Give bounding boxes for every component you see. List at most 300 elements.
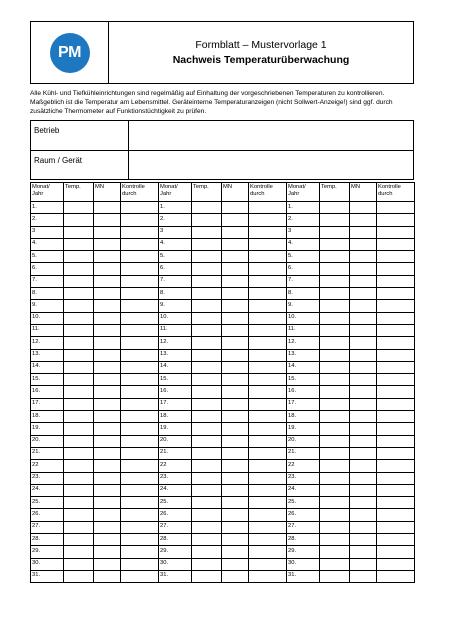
mn-cell[interactable] (94, 447, 121, 459)
controller-cell[interactable] (377, 460, 415, 472)
mn-cell[interactable] (350, 337, 377, 349)
temp-cell[interactable] (64, 251, 94, 263)
temp-cell[interactable] (192, 214, 222, 226)
controller-cell[interactable] (377, 411, 415, 423)
mn-cell[interactable] (350, 324, 377, 336)
mn-cell[interactable] (222, 435, 249, 447)
mn-cell[interactable] (94, 202, 121, 214)
temp-cell[interactable] (192, 263, 222, 275)
temp-cell[interactable] (320, 484, 350, 496)
day-cell: 13. (287, 349, 320, 361)
mn-cell[interactable] (94, 534, 121, 546)
table-row (31, 349, 415, 361)
controller-cell[interactable] (249, 386, 287, 398)
mn-cell[interactable] (222, 251, 249, 263)
controller-cell[interactable] (249, 546, 287, 558)
controller-cell[interactable] (249, 300, 287, 312)
mn-cell[interactable] (94, 324, 121, 336)
controller-cell[interactable] (249, 423, 287, 435)
temp-cell[interactable] (192, 484, 222, 496)
temp-cell[interactable] (320, 460, 350, 472)
temp-cell[interactable] (320, 423, 350, 435)
controller-cell[interactable] (377, 202, 415, 214)
temp-cell[interactable] (320, 300, 350, 312)
mn-cell[interactable] (222, 238, 249, 250)
controller-cell[interactable] (377, 398, 415, 410)
controller-cell[interactable] (121, 275, 159, 287)
temp-cell[interactable] (320, 497, 350, 509)
temp-cell[interactable] (64, 546, 94, 558)
controller-cell[interactable] (121, 435, 159, 447)
mn-cell[interactable] (222, 521, 249, 533)
controller-cell[interactable] (121, 472, 159, 484)
day-cell: 5. (287, 251, 320, 263)
column-header: MN (350, 183, 377, 202)
temp-cell[interactable] (192, 411, 222, 423)
controller-cell[interactable] (249, 534, 287, 546)
temp-cell[interactable] (64, 460, 94, 472)
mn-cell[interactable] (350, 398, 377, 410)
temp-cell[interactable] (64, 238, 94, 250)
controller-cell[interactable] (249, 435, 287, 447)
table-row (31, 558, 415, 570)
pm-logo: PM (50, 33, 90, 73)
controller-cell[interactable] (121, 411, 159, 423)
controller-cell[interactable] (377, 288, 415, 300)
temp-cell[interactable] (320, 263, 350, 275)
temp-cell[interactable] (64, 411, 94, 423)
table-row (31, 411, 415, 423)
controller-cell[interactable] (249, 521, 287, 533)
temp-cell[interactable] (320, 411, 350, 423)
day-cell: 18. (287, 411, 320, 423)
temp-cell[interactable] (192, 386, 222, 398)
mn-cell[interactable] (222, 214, 249, 226)
temp-cell[interactable] (320, 288, 350, 300)
mn-cell[interactable] (94, 423, 121, 435)
controller-cell[interactable] (121, 374, 159, 386)
day-cell: 12. (159, 337, 192, 349)
controller-cell[interactable] (377, 214, 415, 226)
temp-cell[interactable] (192, 497, 222, 509)
controller-cell[interactable] (249, 312, 287, 324)
column-header: MN (94, 183, 121, 202)
controller-cell[interactable] (377, 226, 415, 238)
mn-cell[interactable] (94, 337, 121, 349)
mn-cell[interactable] (350, 411, 377, 423)
controller-cell[interactable] (249, 497, 287, 509)
mn-cell[interactable] (222, 275, 249, 287)
controller-cell[interactable] (377, 349, 415, 361)
mn-cell[interactable] (222, 386, 249, 398)
controller-cell[interactable] (377, 374, 415, 386)
mn-cell[interactable] (222, 263, 249, 275)
mn-cell[interactable] (350, 300, 377, 312)
controller-cell[interactable] (121, 251, 159, 263)
temp-cell[interactable] (64, 374, 94, 386)
temp-cell[interactable] (192, 460, 222, 472)
mn-cell[interactable] (94, 546, 121, 558)
mn-cell[interactable] (94, 288, 121, 300)
temp-cell[interactable] (64, 337, 94, 349)
temp-cell[interactable] (192, 337, 222, 349)
temp-cell[interactable] (192, 558, 222, 570)
mn-cell[interactable] (94, 312, 121, 324)
temp-cell[interactable] (320, 349, 350, 361)
controller-cell[interactable] (377, 484, 415, 496)
temp-cell[interactable] (64, 349, 94, 361)
temp-cell[interactable] (64, 447, 94, 459)
day-cell: 31. (159, 570, 192, 582)
temp-cell[interactable] (64, 534, 94, 546)
controller-cell[interactable] (121, 202, 159, 214)
mn-cell[interactable] (94, 263, 121, 275)
temp-cell[interactable] (320, 447, 350, 459)
temp-cell[interactable] (320, 558, 350, 570)
mn-cell[interactable] (94, 509, 121, 521)
temp-cell[interactable] (320, 521, 350, 533)
temp-cell[interactable] (64, 275, 94, 287)
controller-cell[interactable] (377, 435, 415, 447)
controller-cell[interactable] (121, 361, 159, 373)
controller-cell[interactable] (377, 558, 415, 570)
controller-cell[interactable] (377, 337, 415, 349)
controller-cell[interactable] (249, 337, 287, 349)
temp-cell[interactable] (320, 546, 350, 558)
mn-cell[interactable] (94, 275, 121, 287)
mn-cell[interactable] (222, 497, 249, 509)
temp-cell[interactable] (64, 435, 94, 447)
temp-cell[interactable] (192, 447, 222, 459)
controller-cell[interactable] (121, 497, 159, 509)
betrieb-field[interactable] (129, 121, 413, 150)
mn-cell[interactable] (222, 484, 249, 496)
controller-cell[interactable] (249, 226, 287, 238)
mn-cell[interactable] (350, 447, 377, 459)
temp-cell[interactable] (64, 472, 94, 484)
temp-cell[interactable] (64, 509, 94, 521)
temp-cell[interactable] (192, 300, 222, 312)
mn-cell[interactable] (94, 472, 121, 484)
mn-cell[interactable] (94, 398, 121, 410)
mn-cell[interactable] (94, 251, 121, 263)
raum-field[interactable] (129, 151, 413, 180)
temp-cell[interactable] (320, 202, 350, 214)
controller-cell[interactable] (377, 521, 415, 533)
mn-cell[interactable] (350, 558, 377, 570)
controller-cell[interactable] (377, 300, 415, 312)
mn-cell[interactable] (222, 337, 249, 349)
controller-cell[interactable] (377, 324, 415, 336)
day-cell: 16. (31, 386, 64, 398)
mn-cell[interactable] (222, 324, 249, 336)
temp-cell[interactable] (64, 361, 94, 373)
day-cell: 7. (159, 275, 192, 287)
controller-cell[interactable] (249, 214, 287, 226)
temp-cell[interactable] (320, 214, 350, 226)
controller-cell[interactable] (121, 300, 159, 312)
temp-cell[interactable] (64, 398, 94, 410)
mn-cell[interactable] (222, 300, 249, 312)
controller-cell[interactable] (249, 447, 287, 459)
mn-cell[interactable] (94, 214, 121, 226)
controller-cell[interactable] (377, 361, 415, 373)
temp-cell[interactable] (192, 398, 222, 410)
controller-cell[interactable] (249, 288, 287, 300)
controller-cell[interactable] (121, 484, 159, 496)
temp-cell[interactable] (64, 497, 94, 509)
temp-cell[interactable] (320, 509, 350, 521)
controller-cell[interactable] (121, 263, 159, 275)
temp-cell[interactable] (320, 361, 350, 373)
temp-cell[interactable] (320, 226, 350, 238)
controller-cell[interactable] (121, 509, 159, 521)
temp-cell[interactable] (320, 312, 350, 324)
controller-cell[interactable] (121, 534, 159, 546)
temp-cell[interactable] (192, 312, 222, 324)
controller-cell[interactable] (249, 570, 287, 582)
temp-cell[interactable] (192, 534, 222, 546)
mn-cell[interactable] (94, 349, 121, 361)
mn-cell[interactable] (222, 509, 249, 521)
mn-cell[interactable] (222, 570, 249, 582)
controller-cell[interactable] (249, 238, 287, 250)
controller-cell[interactable] (377, 386, 415, 398)
temp-cell[interactable] (64, 558, 94, 570)
mn-cell[interactable] (350, 435, 377, 447)
controller-cell[interactable] (249, 251, 287, 263)
mn-cell[interactable] (94, 484, 121, 496)
temp-cell[interactable] (192, 509, 222, 521)
controller-cell[interactable] (249, 460, 287, 472)
temp-cell[interactable] (192, 251, 222, 263)
temp-cell[interactable] (64, 570, 94, 582)
mn-cell[interactable] (94, 238, 121, 250)
temp-cell[interactable] (320, 435, 350, 447)
controller-cell[interactable] (249, 275, 287, 287)
temp-cell[interactable] (64, 226, 94, 238)
controller-cell[interactable] (121, 423, 159, 435)
controller-cell[interactable] (121, 238, 159, 250)
controller-cell[interactable] (121, 398, 159, 410)
mn-cell[interactable] (222, 202, 249, 214)
controller-cell[interactable] (377, 570, 415, 582)
mn-cell[interactable] (222, 226, 249, 238)
temp-cell[interactable] (192, 288, 222, 300)
mn-cell[interactable] (94, 558, 121, 570)
temp-cell[interactable] (192, 546, 222, 558)
controller-cell[interactable] (249, 361, 287, 373)
mn-cell[interactable] (222, 546, 249, 558)
temp-cell[interactable] (64, 202, 94, 214)
temp-cell[interactable] (320, 472, 350, 484)
controller-cell[interactable] (121, 226, 159, 238)
temp-cell[interactable] (320, 374, 350, 386)
mn-cell[interactable] (94, 300, 121, 312)
controller-cell[interactable] (377, 275, 415, 287)
mn-cell[interactable] (222, 361, 249, 373)
controller-cell[interactable] (377, 534, 415, 546)
temp-cell[interactable] (64, 288, 94, 300)
mn-cell[interactable] (350, 521, 377, 533)
mn-cell[interactable] (350, 226, 377, 238)
controller-cell[interactable] (121, 521, 159, 533)
mn-cell[interactable] (350, 361, 377, 373)
day-cell: 10. (31, 312, 64, 324)
controller-cell[interactable] (377, 509, 415, 521)
temp-cell[interactable] (192, 435, 222, 447)
mn-cell[interactable] (222, 349, 249, 361)
column-header: Monat/ Jahr (31, 183, 64, 202)
controller-cell[interactable] (377, 447, 415, 459)
temp-cell[interactable] (192, 423, 222, 435)
temp-cell[interactable] (192, 349, 222, 361)
mn-cell[interactable] (350, 251, 377, 263)
mn-cell[interactable] (350, 546, 377, 558)
temp-cell[interactable] (192, 324, 222, 336)
day-cell: 17. (287, 398, 320, 410)
controller-cell[interactable] (121, 324, 159, 336)
mn-cell[interactable] (94, 497, 121, 509)
controller-cell[interactable] (121, 386, 159, 398)
mn-cell[interactable] (222, 447, 249, 459)
temp-cell[interactable] (192, 275, 222, 287)
temp-cell[interactable] (64, 214, 94, 226)
controller-cell[interactable] (121, 349, 159, 361)
temp-cell[interactable] (192, 570, 222, 582)
mn-cell[interactable] (222, 558, 249, 570)
mn-cell[interactable] (350, 374, 377, 386)
temp-cell[interactable] (64, 263, 94, 275)
controller-cell[interactable] (249, 398, 287, 410)
controller-cell[interactable] (121, 337, 159, 349)
mn-cell[interactable] (350, 288, 377, 300)
mn-cell[interactable] (222, 398, 249, 410)
mn-cell[interactable] (222, 312, 249, 324)
controller-cell[interactable] (121, 214, 159, 226)
mn-cell[interactable] (222, 374, 249, 386)
temp-cell[interactable] (192, 521, 222, 533)
temp-cell[interactable] (64, 423, 94, 435)
controller-cell[interactable] (121, 546, 159, 558)
controller-cell[interactable] (121, 447, 159, 459)
controller-cell[interactable] (377, 251, 415, 263)
mn-cell[interactable] (94, 226, 121, 238)
mn-cell[interactable] (350, 312, 377, 324)
mn-cell[interactable] (350, 238, 377, 250)
mn-cell[interactable] (94, 411, 121, 423)
mn-cell[interactable] (350, 484, 377, 496)
mn-cell[interactable] (350, 570, 377, 582)
temp-cell[interactable] (192, 238, 222, 250)
mn-cell[interactable] (94, 374, 121, 386)
mn-cell[interactable] (94, 460, 121, 472)
controller-cell[interactable] (249, 349, 287, 361)
day-cell: 1. (287, 202, 320, 214)
controller-cell[interactable] (377, 472, 415, 484)
temp-cell[interactable] (192, 374, 222, 386)
temp-cell[interactable] (320, 275, 350, 287)
controller-cell[interactable] (249, 202, 287, 214)
temp-cell[interactable] (64, 521, 94, 533)
temp-cell[interactable] (192, 472, 222, 484)
mn-cell[interactable] (222, 423, 249, 435)
mn-cell[interactable] (350, 263, 377, 275)
temp-cell[interactable] (320, 386, 350, 398)
mn-cell[interactable] (222, 534, 249, 546)
controller-cell[interactable] (121, 312, 159, 324)
mn-cell[interactable] (94, 521, 121, 533)
controller-cell[interactable] (121, 460, 159, 472)
mn-cell[interactable] (94, 361, 121, 373)
table-row (31, 460, 415, 472)
mn-cell[interactable] (350, 349, 377, 361)
temp-cell[interactable] (192, 226, 222, 238)
mn-cell[interactable] (350, 497, 377, 509)
mn-cell[interactable] (350, 275, 377, 287)
mn-cell[interactable] (222, 472, 249, 484)
temp-cell[interactable] (320, 238, 350, 250)
controller-cell[interactable] (377, 238, 415, 250)
temp-cell[interactable] (320, 398, 350, 410)
controller-cell[interactable] (249, 411, 287, 423)
mn-cell[interactable] (222, 411, 249, 423)
temp-cell[interactable] (320, 337, 350, 349)
controller-cell[interactable] (377, 423, 415, 435)
controller-cell[interactable] (249, 558, 287, 570)
mn-cell[interactable] (350, 202, 377, 214)
temp-cell[interactable] (64, 312, 94, 324)
controller-cell[interactable] (249, 484, 287, 496)
mn-cell[interactable] (350, 534, 377, 546)
mn-cell[interactable] (350, 214, 377, 226)
controller-cell[interactable] (377, 312, 415, 324)
day-cell: 15. (287, 374, 320, 386)
mn-cell[interactable] (94, 570, 121, 582)
controller-cell[interactable] (249, 472, 287, 484)
temp-cell[interactable] (320, 324, 350, 336)
controller-cell[interactable] (249, 374, 287, 386)
controller-cell[interactable] (121, 558, 159, 570)
temp-cell[interactable] (320, 570, 350, 582)
controller-cell[interactable] (249, 263, 287, 275)
temp-cell[interactable] (192, 202, 222, 214)
mn-cell[interactable] (350, 423, 377, 435)
temp-cell[interactable] (64, 300, 94, 312)
temp-cell[interactable] (64, 386, 94, 398)
mn-cell[interactable] (222, 288, 249, 300)
mn-cell[interactable] (350, 386, 377, 398)
controller-cell[interactable] (249, 324, 287, 336)
controller-cell[interactable] (121, 288, 159, 300)
temp-cell[interactable] (320, 251, 350, 263)
controller-cell[interactable] (377, 497, 415, 509)
controller-cell[interactable] (249, 509, 287, 521)
temp-cell[interactable] (64, 484, 94, 496)
mn-cell[interactable] (94, 386, 121, 398)
temp-cell[interactable] (192, 361, 222, 373)
mn-cell[interactable] (94, 435, 121, 447)
temp-cell[interactable] (64, 324, 94, 336)
mn-cell[interactable] (350, 509, 377, 521)
mn-cell[interactable] (222, 460, 249, 472)
mn-cell[interactable] (350, 460, 377, 472)
controller-cell[interactable] (121, 570, 159, 582)
mn-cell[interactable] (350, 472, 377, 484)
temp-cell[interactable] (320, 534, 350, 546)
controller-cell[interactable] (377, 263, 415, 275)
controller-cell[interactable] (377, 546, 415, 558)
